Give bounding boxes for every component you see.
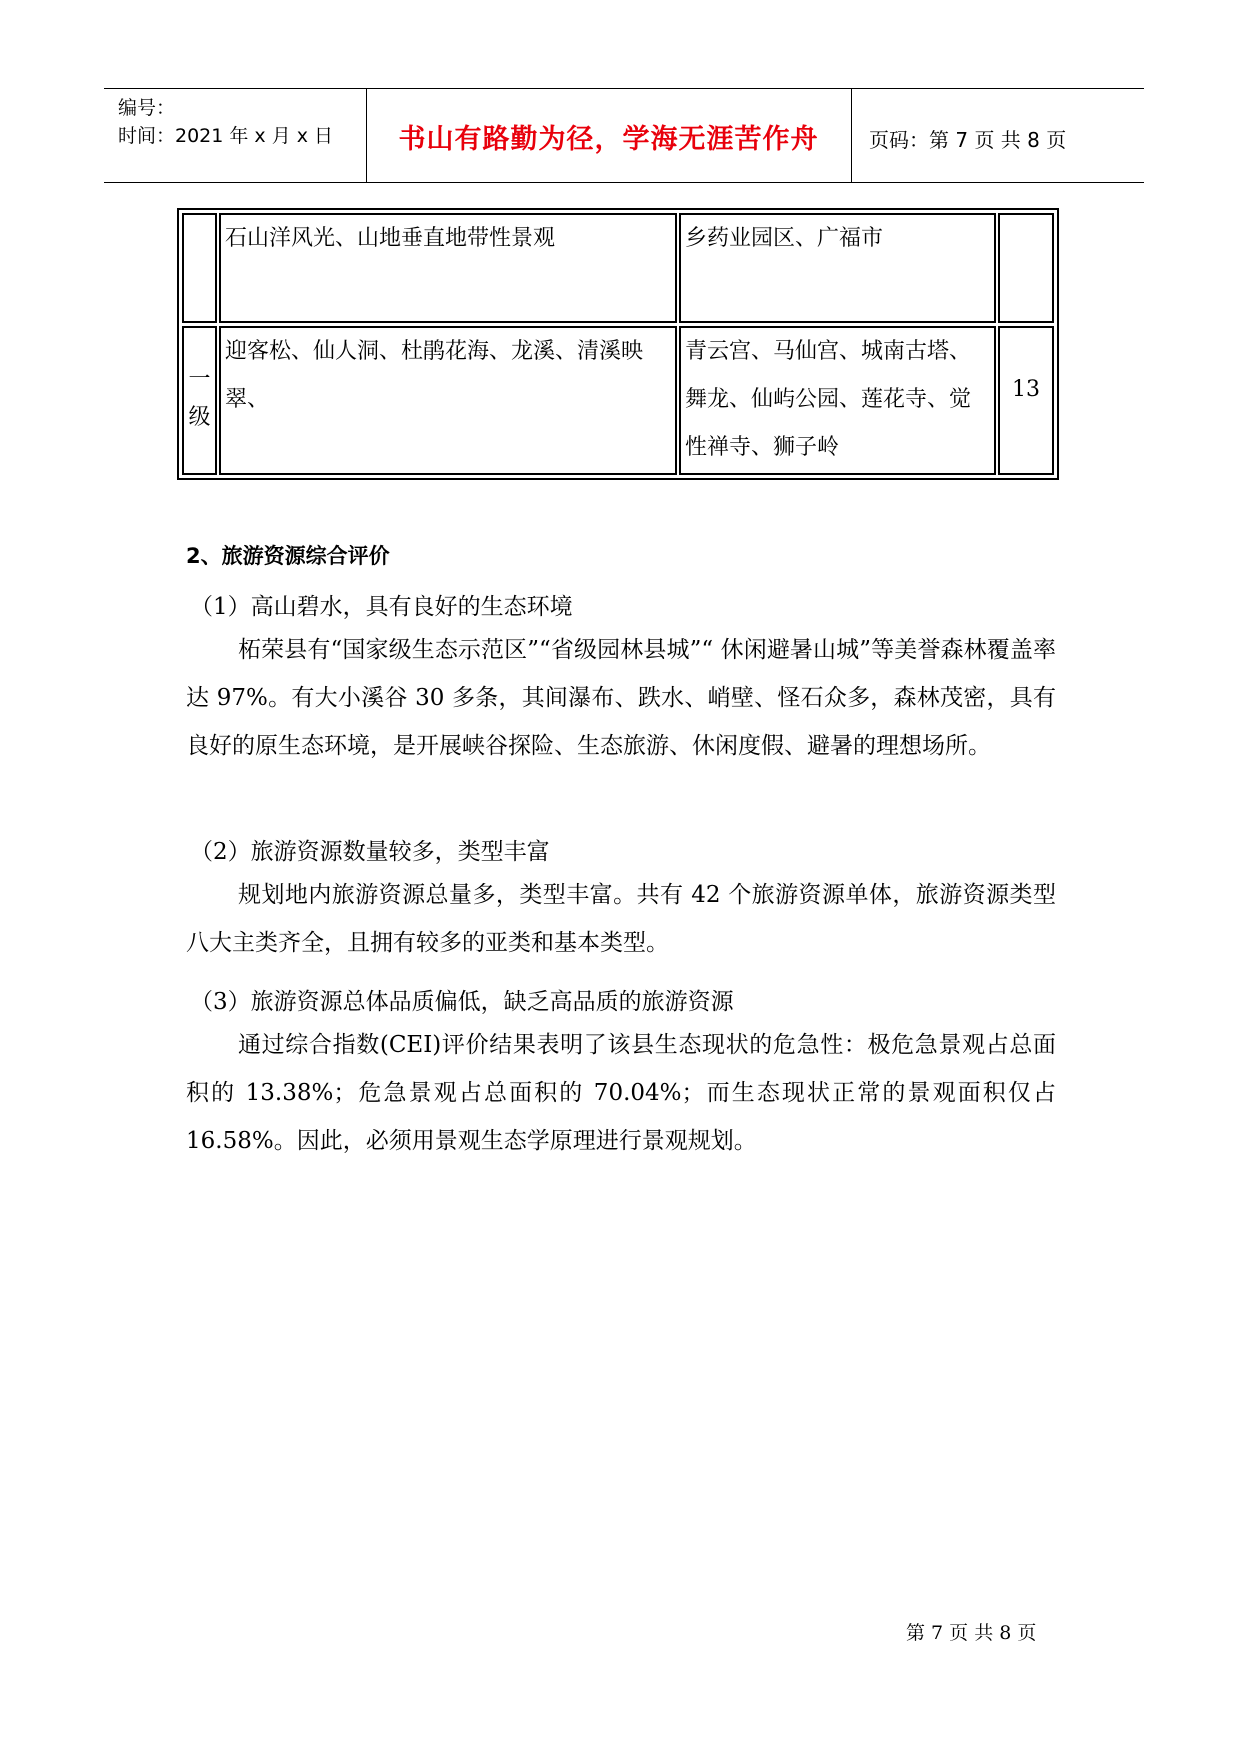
table-cell-scenic [219,326,677,475]
table-cell-grade [182,326,217,475]
paragraph: 通过综合指数(CEI)评价结果表明了该县生态现状的危急性：极危急景观占总面积的 13.38%；危急景观占总面积的 70.04%；而生态现状正常的景观面积仅占 16.58%。因此，必须用景观生态学原理进行景观规划。 [186,1032,1056,1154]
subsection-title: （3）旅游资源总体品质偏低，缺乏高品质的旅游资源 [190,989,734,1015]
cultural-text: 青云宫、马仙宫、城南古塔、舞龙、仙屿公园、莲花寺、觉性禅寺、狮子岭 [685,339,972,460]
header-page-info: 页码：第 7 页 共 8 页 [869,128,1067,152]
subsection-title: （2）旅游资源数量较多，类型丰富 [190,839,550,865]
resource-table [177,208,1059,480]
table-cell-cultural [679,213,996,323]
grade-char: 一 [188,367,211,392]
scenic-text: 迎客松、仙人洞、杜鹃花海、龙溪、清溪映翠、 [225,339,644,412]
table-cell-scenic [219,213,677,323]
page-footer: 第 7 页 共 8 页 [906,1622,1037,1644]
header-motto-cell [366,89,852,182]
section-heading: 2、旅游资源综合评价 [186,544,390,568]
table-cell-cultural [679,326,996,475]
page-header [104,88,1144,183]
header-page-cell [851,89,1144,182]
table-cell-grade [182,213,217,323]
cultural-text: 乡药业园区、广福市 [685,226,884,251]
scenic-text: 石山洋风光、山地垂直地带性景观 [225,226,556,251]
table-cell-count [998,326,1054,475]
count-text: 13 [1012,377,1040,402]
paragraph: 规划地内旅游资源总量多，类型丰富。共有 42 个旅游资源单体，旅游资源类型八大主类齐全，且拥有较多的亚类和基本类型。 [186,882,1056,956]
table-cell-count [998,213,1054,323]
header-meta [104,89,367,182]
header-motto: 书山有路勤为径，学海无涯苦作舟 [398,124,819,155]
grade-char: 级 [188,405,211,430]
time-label: 时间：2021 年 x 月 x 日 [118,125,334,147]
paragraph: 柘荣县有“国家级生态示范区”“省级园林县城”“ 休闲避暑山城”等美誉森林覆盖率达 97%。有大小溪谷 30 多条，其间瀑布、跌水、峭壁、怪石众多，森林茂密，具有良好的原生态环境，是开展峡谷探险、生态旅游、休闲度假、避暑的理想场所。 [186,637,1056,759]
subsection-title: （1）高山碧水，具有良好的生态环境 [190,594,573,620]
number-label: 编号： [118,97,176,119]
